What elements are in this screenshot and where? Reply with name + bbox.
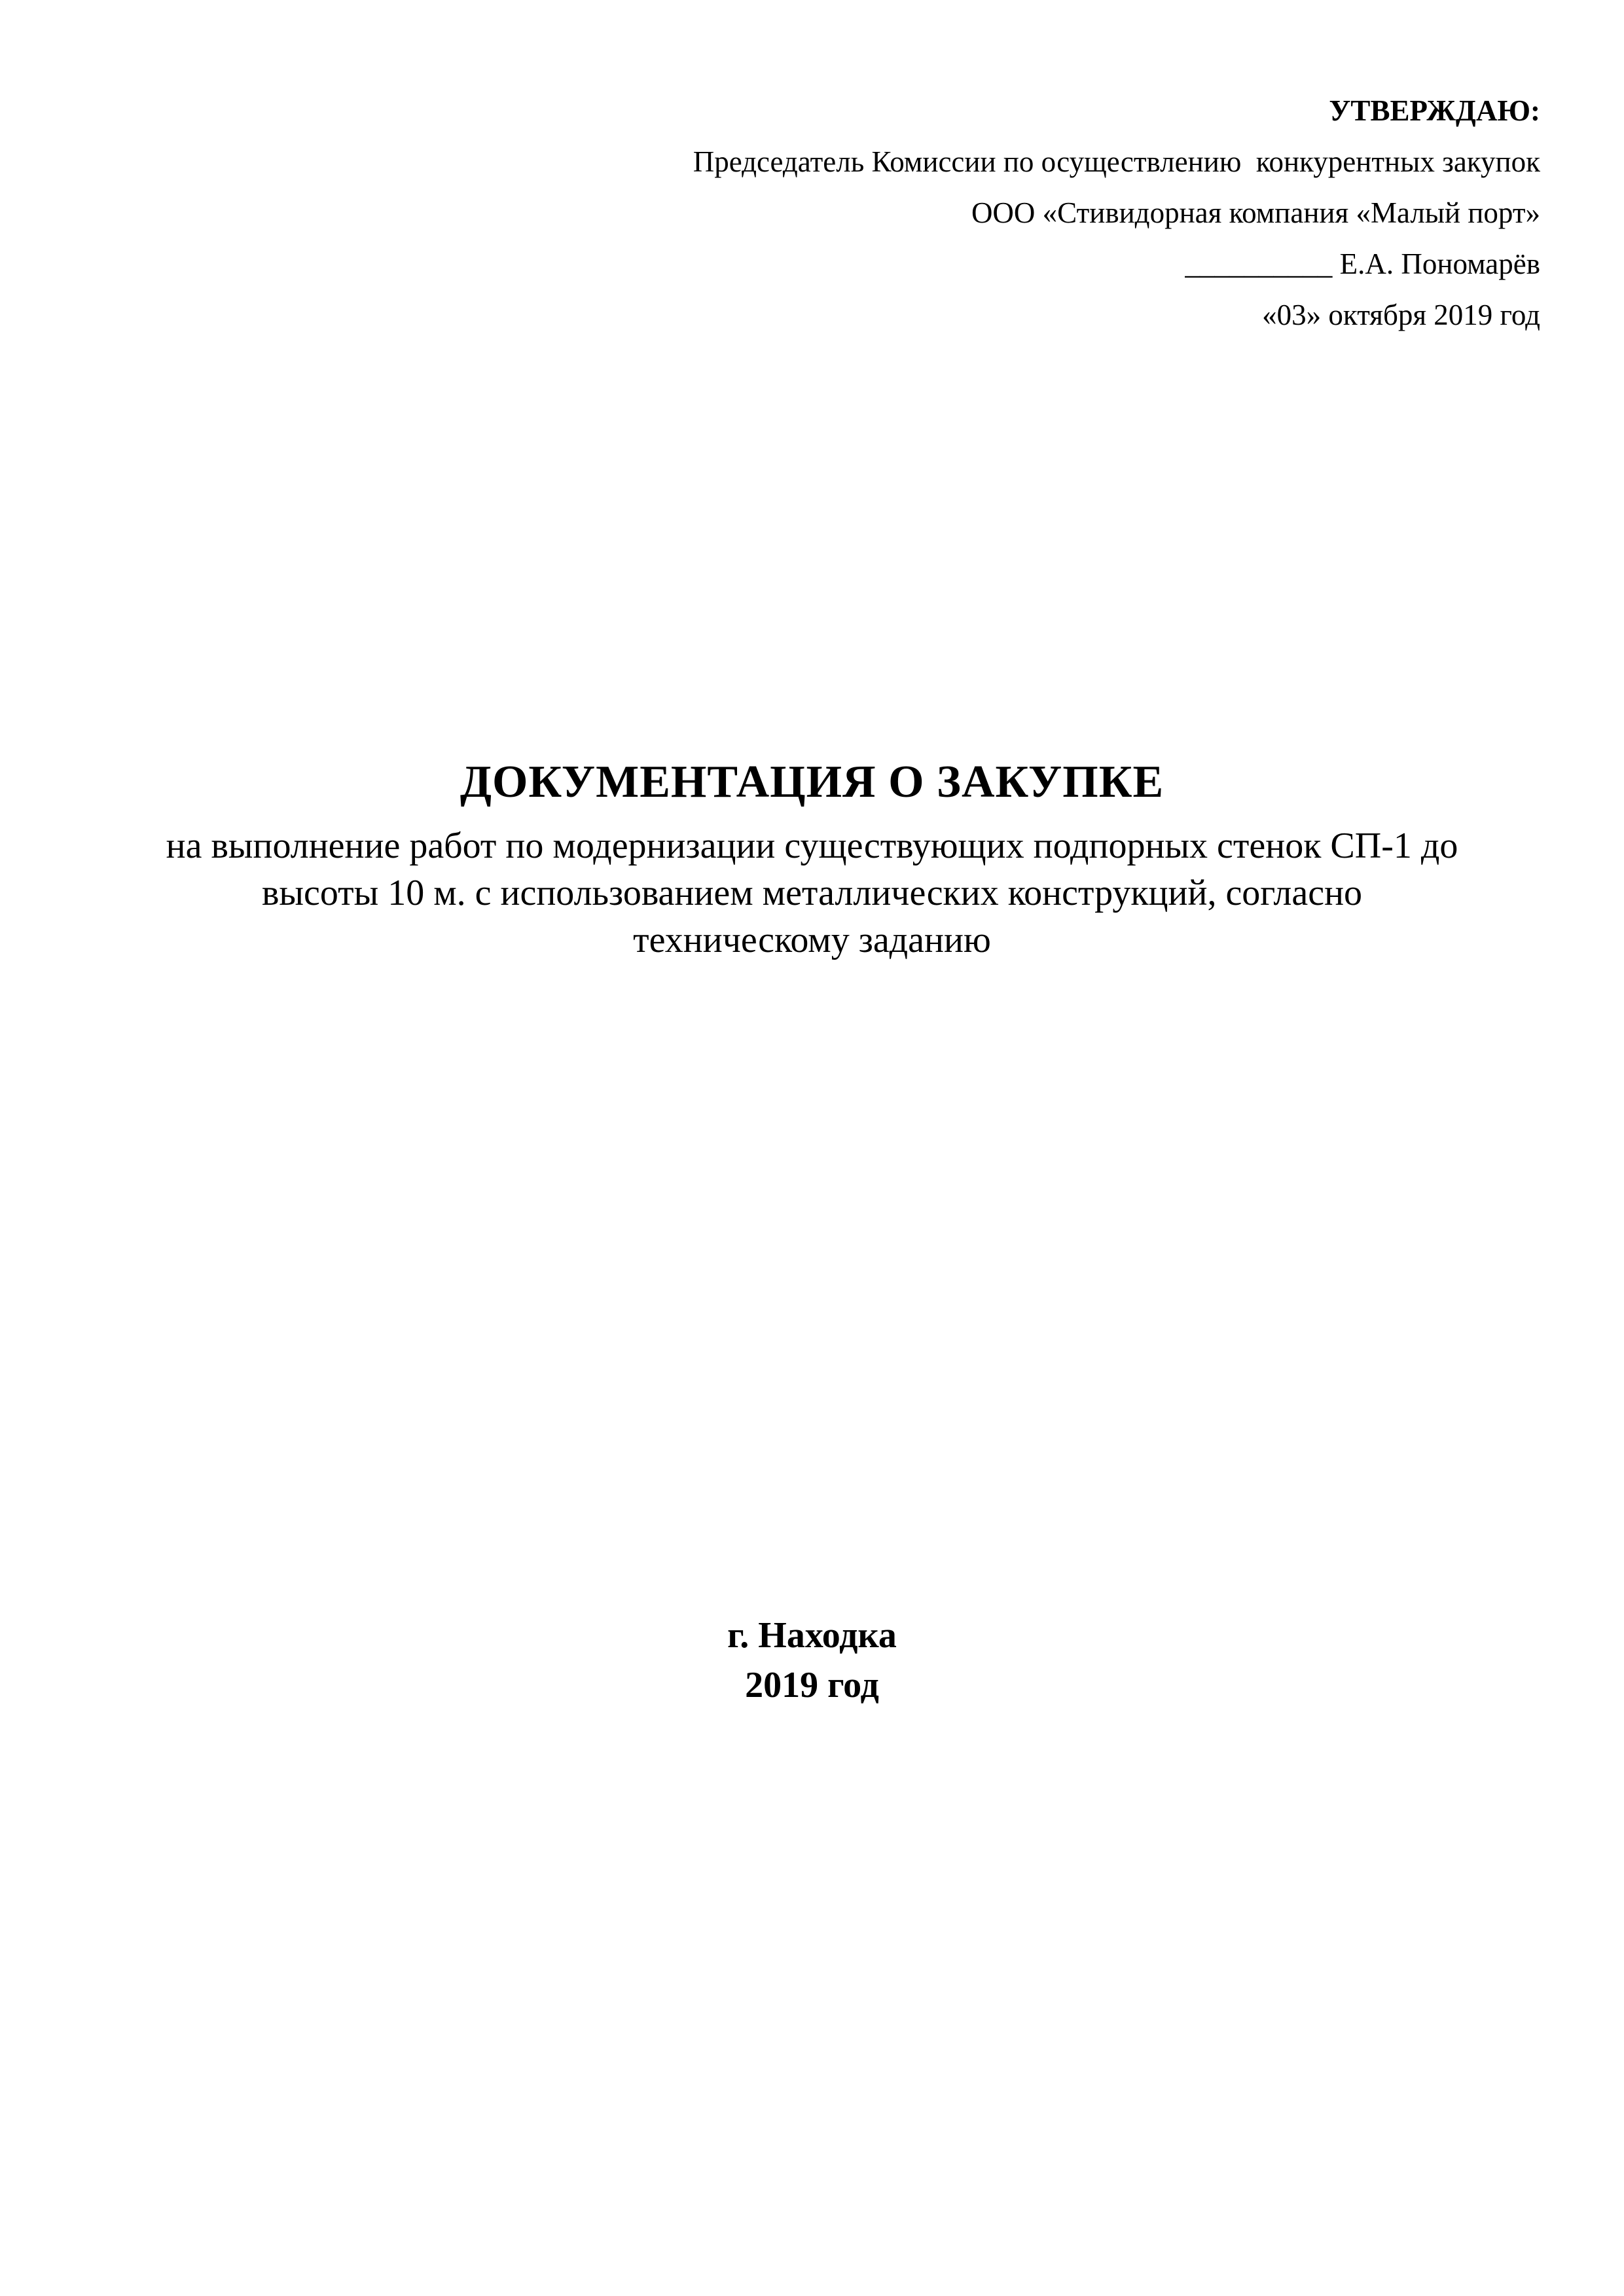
approval-heading: УТВЕРЖДАЮ: — [1329, 94, 1540, 127]
title-block — [151, 753, 1473, 964]
year: 2019 год — [745, 1665, 879, 1705]
signature-line: __________ Е.А. Пономарёв — [1185, 247, 1540, 280]
document-subtitle: на выполнение работ по модернизации существующих подпорных стенок СП-1 до высоты 10 м. с использованием металлических конструкций, согласно техническому заданию — [166, 826, 1458, 960]
approval-date: «03» октября 2019 год — [1262, 299, 1540, 331]
city: г. Находка — [727, 1615, 897, 1656]
document-title: ДОКУМЕНТАЦИЯ О ЗАКУПКЕ — [460, 757, 1164, 807]
approval-block — [693, 85, 1540, 340]
place-and-year — [0, 1611, 1624, 1710]
approver-position: Председатель Комиссии по осуществлению конкурентных закупок — [693, 145, 1540, 178]
approver-organization: ООО «Стивидорная компания «Малый порт» — [971, 196, 1540, 229]
